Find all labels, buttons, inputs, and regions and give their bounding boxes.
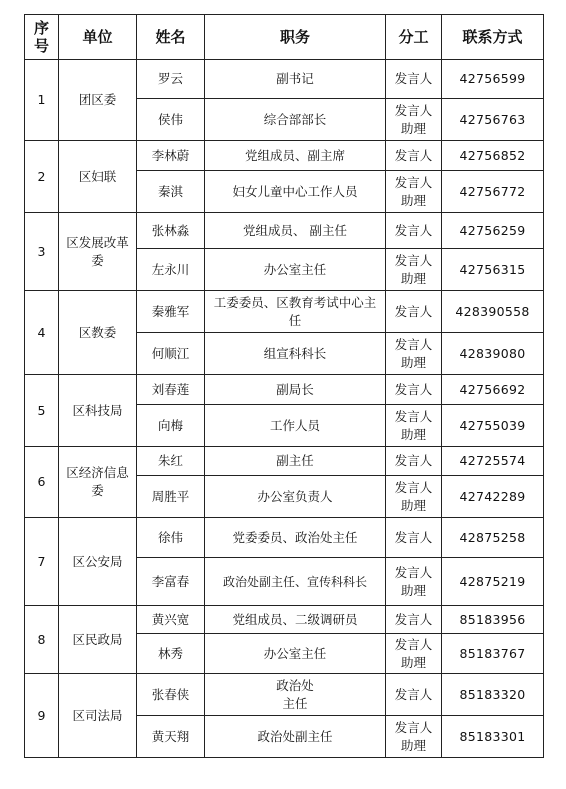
unit-cell: 区妇联	[59, 141, 137, 213]
seq-cell: 7	[25, 518, 59, 606]
position-cell: 办公室负责人	[205, 476, 386, 518]
role-cell: 发言人	[386, 291, 442, 333]
role-cell: 发言人助理	[386, 99, 442, 141]
name-cell: 黄天翔	[137, 716, 205, 758]
table-row	[25, 141, 544, 171]
name-cell: 李富春	[137, 558, 205, 606]
seq-cell: 8	[25, 606, 59, 674]
contact-cell: 42875219	[442, 558, 544, 606]
name-cell: 周胜平	[137, 476, 205, 518]
position-cell: 办公室主任	[205, 634, 386, 674]
position-cell: 政治处副主任	[205, 716, 386, 758]
name-cell: 张春侠	[137, 674, 205, 716]
position-cell: 妇女儿童中心工作人员	[205, 171, 386, 213]
name-cell: 秦雅军	[137, 291, 205, 333]
contact-cell: 42756599	[442, 60, 544, 99]
seq-cell: 3	[25, 213, 59, 291]
unit-cell: 区民政局	[59, 606, 137, 674]
role-cell: 发言人助理	[386, 716, 442, 758]
position-cell: 党组成员、副主席	[205, 141, 386, 171]
contact-cell: 42756259	[442, 213, 544, 249]
role-cell: 发言人	[386, 606, 442, 634]
name-cell: 林秀	[137, 634, 205, 674]
position-cell: 副局长	[205, 375, 386, 405]
table-row	[25, 60, 544, 99]
header-row	[25, 15, 544, 60]
unit-cell: 区司法局	[59, 674, 137, 758]
name-cell: 李林蔚	[137, 141, 205, 171]
header-position: 职务	[205, 15, 386, 60]
seq-cell: 6	[25, 447, 59, 518]
contact-cell: 85183767	[442, 634, 544, 674]
table-row	[25, 674, 544, 716]
position-cell: 政治处副主任、宣传科科长	[205, 558, 386, 606]
contact-cell: 42839080	[442, 333, 544, 375]
unit-cell: 区公安局	[59, 518, 137, 606]
role-cell: 发言人	[386, 674, 442, 716]
contact-cell: 42756315	[442, 249, 544, 291]
role-cell: 发言人	[386, 447, 442, 476]
contact-cell: 85183301	[442, 716, 544, 758]
name-cell: 张林淼	[137, 213, 205, 249]
unit-cell: 区发展改革委	[59, 213, 137, 291]
table-row	[25, 447, 544, 476]
role-cell: 发言人助理	[386, 405, 442, 447]
seq-cell: 2	[25, 141, 59, 213]
role-cell: 发言人	[386, 60, 442, 99]
position-cell: 综合部部长	[205, 99, 386, 141]
position-cell: 党组成员、二级调研员	[205, 606, 386, 634]
unit-cell: 团区委	[59, 60, 137, 141]
contact-cell: 42725574	[442, 447, 544, 476]
name-cell: 罗云	[137, 60, 205, 99]
contact-cell: 428390558	[442, 291, 544, 333]
unit-cell: 区科技局	[59, 375, 137, 447]
unit-cell: 区经济信息委	[59, 447, 137, 518]
role-cell: 发言人	[386, 518, 442, 558]
position-cell: 工委委员、区教育考试中心主任	[205, 291, 386, 333]
role-cell: 发言人助理	[386, 249, 442, 291]
table-row	[25, 375, 544, 405]
name-cell: 朱红	[137, 447, 205, 476]
header-unit: 单位	[59, 15, 137, 60]
position-cell: 党组成员、 副主任	[205, 213, 386, 249]
position-cell: 副主任	[205, 447, 386, 476]
contact-cell: 42756772	[442, 171, 544, 213]
seq-cell: 1	[25, 60, 59, 141]
table-row	[25, 606, 544, 634]
contact-cell: 85183320	[442, 674, 544, 716]
role-cell: 发言人助理	[386, 171, 442, 213]
role-cell: 发言人	[386, 141, 442, 171]
contact-cell: 42755039	[442, 405, 544, 447]
table-row	[25, 213, 544, 249]
header-name: 姓名	[137, 15, 205, 60]
contact-cell: 42875258	[442, 518, 544, 558]
position-cell: 党委委员、政治处主任	[205, 518, 386, 558]
name-cell: 侯伟	[137, 99, 205, 141]
unit-cell: 区教委	[59, 291, 137, 375]
name-cell: 向梅	[137, 405, 205, 447]
name-cell: 徐伟	[137, 518, 205, 558]
header-role: 分工	[386, 15, 442, 60]
position-cell: 组宣科科长	[205, 333, 386, 375]
contact-cell: 85183956	[442, 606, 544, 634]
name-cell: 何顺江	[137, 333, 205, 375]
role-cell: 发言人助理	[386, 634, 442, 674]
role-cell: 发言人助理	[386, 558, 442, 606]
name-cell: 黄兴宽	[137, 606, 205, 634]
role-cell: 发言人	[386, 375, 442, 405]
role-cell: 发言人助理	[386, 476, 442, 518]
table-row	[25, 291, 544, 333]
position-cell: 副书记	[205, 60, 386, 99]
header-contact: 联系方式	[442, 15, 544, 60]
position-cell: 办公室主任	[205, 249, 386, 291]
seq-cell: 5	[25, 375, 59, 447]
contact-cell: 42756852	[442, 141, 544, 171]
role-cell: 发言人	[386, 213, 442, 249]
position-cell: 工作人员	[205, 405, 386, 447]
contact-cell: 42742289	[442, 476, 544, 518]
seq-cell: 9	[25, 674, 59, 758]
table-row	[25, 518, 544, 558]
spokesperson-table	[24, 14, 544, 758]
name-cell: 刘春莲	[137, 375, 205, 405]
position-cell: 政治处主任	[205, 674, 386, 716]
role-cell: 发言人助理	[386, 333, 442, 375]
contact-cell: 42756763	[442, 99, 544, 141]
name-cell: 秦淇	[137, 171, 205, 213]
header-seq: 序号	[25, 15, 59, 60]
seq-cell: 4	[25, 291, 59, 375]
name-cell: 左永川	[137, 249, 205, 291]
contact-cell: 42756692	[442, 375, 544, 405]
